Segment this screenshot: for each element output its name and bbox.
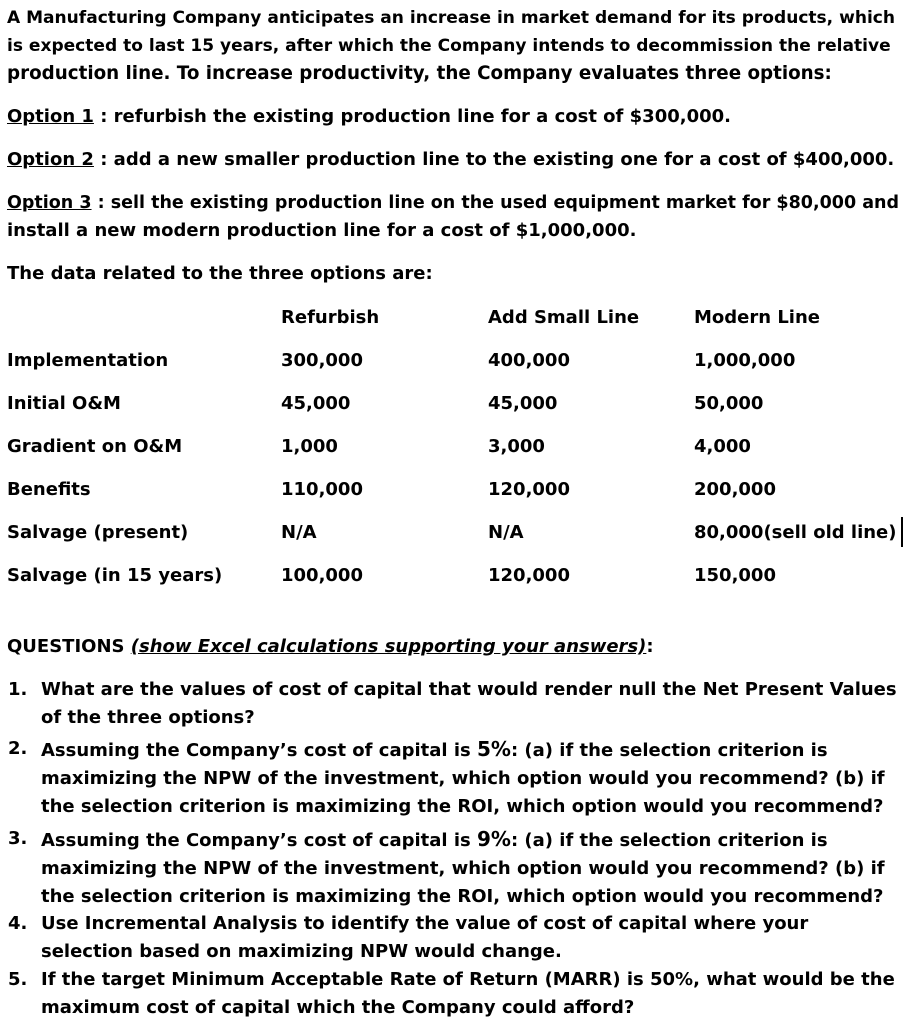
option-2-text: : add a new smaller production line to the existing one for a cost of $400,000. bbox=[93, 149, 895, 170]
intro-line-3: production line. To increase productivity, the Company evaluates three options: bbox=[7, 63, 832, 84]
option-1 bbox=[7, 105, 731, 129]
table-cell: 150,000 bbox=[694, 565, 776, 586]
table-cell: 45,000 bbox=[488, 393, 558, 414]
question-4-text: Use Incremental Analysis to identify the value of cost of capital where your selection based on maximizing NPW would change. bbox=[41, 913, 809, 962]
question-3-rate: 9% bbox=[476, 827, 511, 851]
table-cell: 100,000 bbox=[281, 565, 363, 586]
questions-heading bbox=[7, 635, 654, 659]
option-2-label: Option 2 bbox=[7, 149, 94, 170]
questions-suffix: : bbox=[646, 636, 654, 657]
table-cell: 200,000 bbox=[694, 479, 776, 500]
header-modern-line: Modern Line bbox=[694, 307, 820, 328]
option-3-continued: install a new modern production line for a cost of $1,000,000. bbox=[7, 220, 637, 241]
table-cell: 45,000 bbox=[281, 393, 351, 414]
question-2-text bbox=[41, 735, 903, 821]
question-1-text: What are the values of cost of capital that would render null the Net Present Values of the three options? bbox=[41, 679, 897, 728]
question-number: 5. bbox=[8, 969, 28, 990]
table-cell: 300,000 bbox=[281, 350, 363, 371]
table-cell: 1,000 bbox=[281, 436, 338, 457]
question-2-rate: 5% bbox=[476, 737, 511, 761]
table-cell: 80,000(sell old line) bbox=[694, 522, 897, 543]
option-1-text: : refurbish the existing production line for a cost of $300,000. bbox=[93, 106, 731, 127]
question-number: 4. bbox=[8, 913, 28, 934]
table-cell: 50,000 bbox=[694, 393, 764, 414]
questions-note: (show Excel calculations supporting your answers) bbox=[130, 636, 647, 657]
question-number: 1. bbox=[8, 679, 28, 700]
question-3-text bbox=[41, 825, 903, 911]
text-cursor bbox=[901, 517, 903, 547]
row-label-benefits: Benefits bbox=[7, 479, 91, 500]
table-cell: 3,000 bbox=[488, 436, 545, 457]
table-cell: 4,000 bbox=[694, 436, 751, 457]
table-cell: N/A bbox=[281, 522, 317, 543]
row-label-salvage-15-years: Salvage (in 15 years) bbox=[7, 565, 223, 586]
question-2-pre: Assuming the Company’s cost of capital is bbox=[41, 740, 477, 761]
intro-line-1: A Manufacturing Company anticipates an increase in market demand for its products, which bbox=[7, 8, 896, 28]
option-1-label: Option 1 bbox=[7, 106, 94, 127]
question-2-post: : (a) if the selection criterion is maximizing the NPW of the investment, which option would you recommend? (b) if the selection criterion is maximizing the ROI, which option would you recommend? bbox=[41, 740, 885, 817]
row-label-gradient-om: Gradient on O&M bbox=[7, 436, 183, 457]
question-3-pre: Assuming the Company’s cost of capital is bbox=[41, 830, 477, 851]
table-cell: 110,000 bbox=[281, 479, 363, 500]
intro-line-2: is expected to last 15 years, after which the Company intends to decommission the relative bbox=[7, 36, 891, 56]
option-3-label: Option 3 bbox=[7, 193, 92, 213]
table-cell: 1,000,000 bbox=[694, 350, 796, 371]
table-cell: 400,000 bbox=[488, 350, 570, 371]
table-cell: N/A bbox=[488, 522, 524, 543]
question-3-post: : (a) if the selection criterion is maximizing the NPW of the investment, which option would you recommend? (b) if the selection criterion is maximizing the ROI, which option would you recommend? bbox=[41, 830, 885, 907]
table-cell: 120,000 bbox=[488, 565, 570, 586]
question-5-text: If the target Minimum Acceptable Rate of Return (MARR) is 50%, what would be the maximum cost of capital which the Company could afford? bbox=[41, 969, 895, 1018]
header-refurbish: Refurbish bbox=[281, 307, 380, 328]
option-3-text: : sell the existing production line on the used equipment market for $80,000 and bbox=[91, 193, 900, 213]
question-number: 2. bbox=[8, 738, 28, 759]
data-intro: The data related to the three options are: bbox=[7, 263, 433, 284]
option-2 bbox=[7, 148, 894, 172]
header-add-small-line: Add Small Line bbox=[488, 307, 640, 328]
option-3 bbox=[7, 191, 899, 215]
table-cell: 120,000 bbox=[488, 479, 570, 500]
row-label-initial-om: Initial O&M bbox=[7, 393, 121, 414]
row-label-salvage-present: Salvage (present) bbox=[7, 522, 189, 543]
question-number: 3. bbox=[8, 828, 28, 849]
questions-label: QUESTIONS bbox=[7, 636, 131, 657]
row-label-implementation: Implementation bbox=[7, 350, 169, 371]
